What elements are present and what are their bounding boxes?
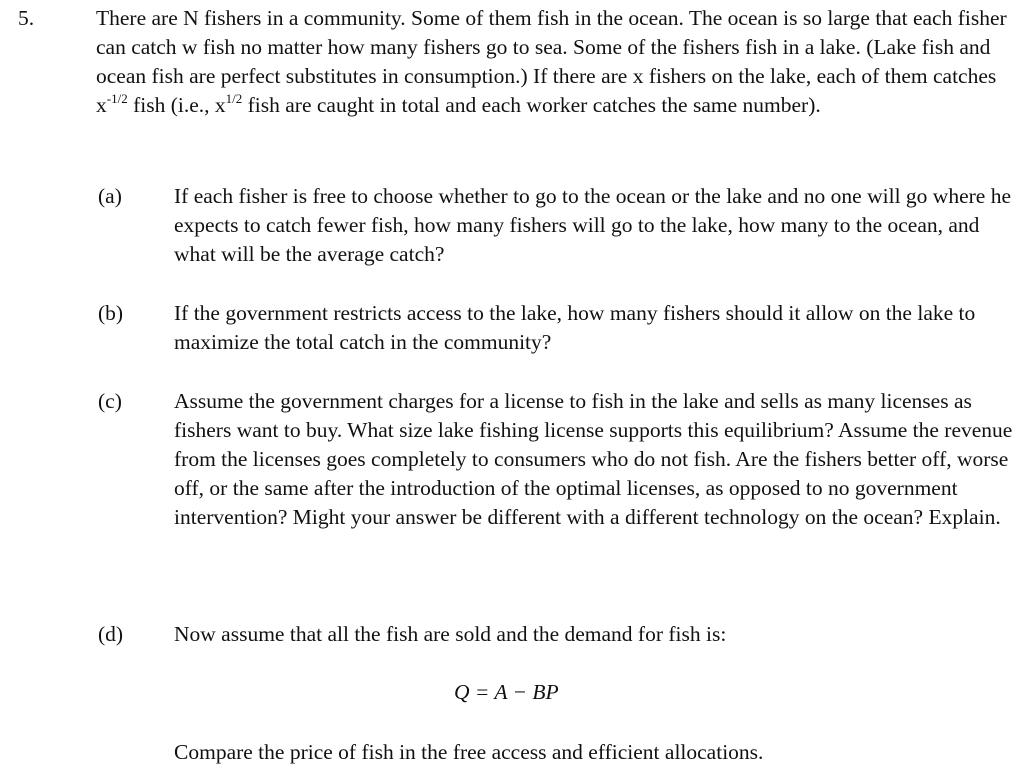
part-c-label: (c) [98,389,122,413]
intro-text-2: fish (i.e., x [127,93,226,117]
part-c-text: Assume the government charges for a license to fish in the lake and sells as many licenses as fishers want to buy. What size lake fishing license supports this equilibrium? Assume the revenue from the licenses goes completely to consumers who do not fish. Are the fishers better off, worse off, or the same after the introduction of the optimal licenses, as opposed to no government intervention? Might your answer be different with a different technology on the ocean? Explain. [174,389,1013,529]
part-b-text: If the government restricts access to the lake, how many fishers should it allow on the lake to maximize the total catch in the community? [174,301,976,354]
demand-equation: Q = A − BP [454,680,559,704]
part-d-label: (d) [98,622,124,646]
part-b-label: (b) [98,301,124,325]
intro-text-3: fish are caught in total and each worker catches the same number). [242,93,821,117]
intro-text-1: There are N fishers in a community. Some of them fish in the ocean. The ocean is so large that each fisher can catch w fish no matter how many fishers go to sea. Some of the fishers fish in a lake. (Lake fish and ocean fish are perfect substitutes in consumption.) If there are x fishers on the lake, each of them catches x [96,6,1007,117]
part-a-label: (a) [98,184,122,208]
exponent-half: 1/2 [225,91,243,106]
part-d-text: Now assume that all the fish are sold and the demand for fish is: [174,622,727,646]
question-number: 5. [18,6,35,30]
part-a-text: If each fisher is free to choose whether to go to the ocean or the lake and no one will go where he expects to catch fewer fish, how many fishers will go to the lake, how many to the ocean, and what will be the average catch? [174,184,1011,266]
closing-instruction: Compare the price of fish in the free access and efficient allocations. [174,740,764,764]
exponent-neg-half: -1/2 [106,91,128,106]
question-intro [96,4,1014,120]
